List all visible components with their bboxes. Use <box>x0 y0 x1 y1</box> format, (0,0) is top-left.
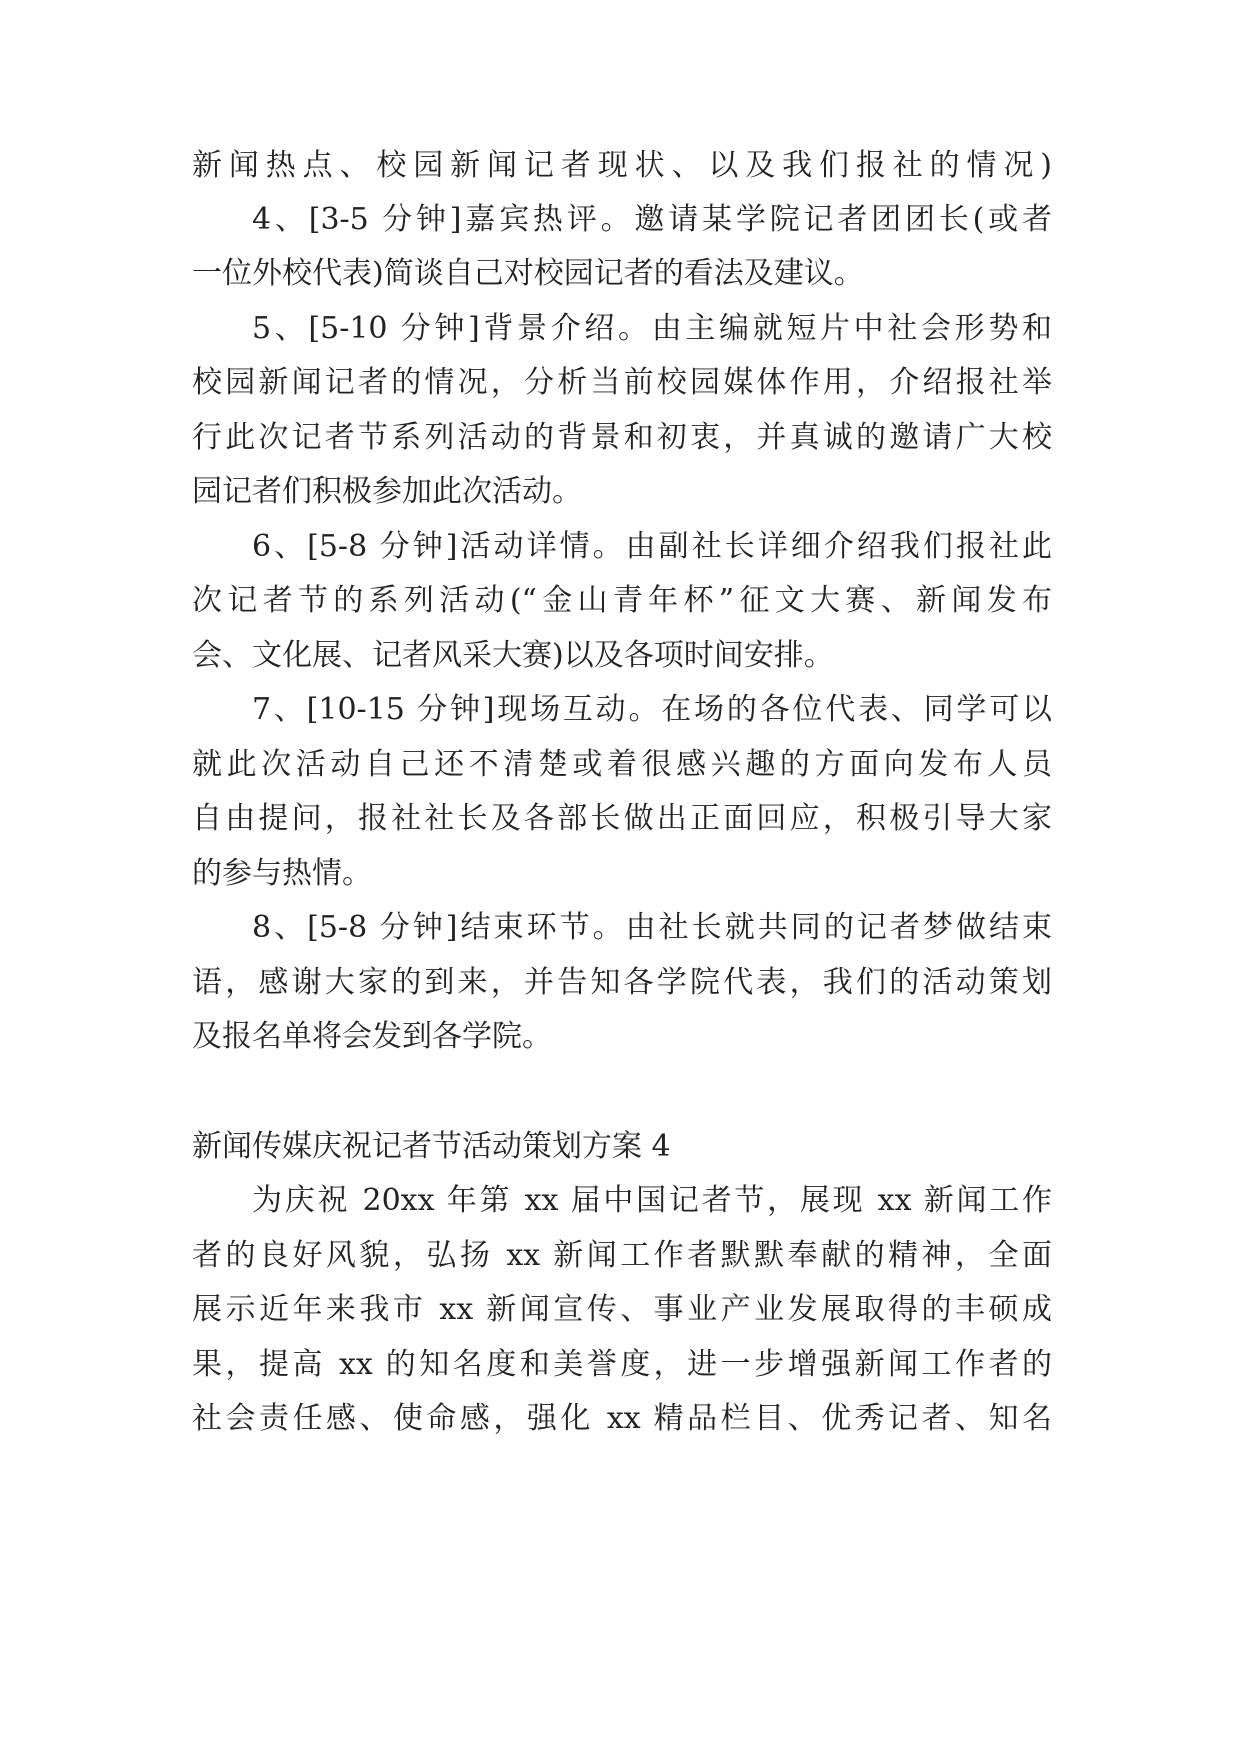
paragraph-line: 园记者们积极参加此次活动。 <box>192 474 582 509</box>
paragraph-line: 的参与热情。 <box>192 856 372 891</box>
paragraph-line: 语，感谢大家的到来，并告知各学院代表，我们的活动策划 <box>192 965 1052 1000</box>
paragraph-line: 社会责任感、使命感，强化 xx 精品栏目、优秀记者、知名 <box>192 1401 1052 1436</box>
paragraph-line: 次记者节的系列活动(“金山青年杯”征文大赛、新闻发布 <box>192 583 1052 618</box>
paragraph-line: 及报名单将会发到各学院。 <box>192 1019 552 1054</box>
paragraph-line: 自由提问，报社社长及各部长做出正面回应，积极引导大家 <box>192 801 1052 836</box>
paragraph-line: 展示近年来我市 xx 新闻宣传、事业产业发展取得的丰硕成 <box>192 1292 1052 1327</box>
paragraph-line: 7、[10-15 分钟]现场互动。在场的各位代表、同学可以 <box>252 692 1052 727</box>
paragraph-line: 4、[3-5 分钟]嘉宾热评。邀请某学院记者团团长(或者 <box>252 202 1052 237</box>
paragraph-line: 新闻热点、校园新闻记者现状、以及我们报社的情况) <box>192 148 1052 183</box>
section-title: 新闻传媒庆祝记者节活动策划方案 4 <box>192 1129 671 1164</box>
paragraph-line: 就此次活动自己还不清楚或着很感兴趣的方面向发布人员 <box>192 747 1052 782</box>
paragraph-line: 6、[5-8 分钟]活动详情。由副社长详细介绍我们报社此 <box>252 529 1052 564</box>
paragraph-line: 果，提高 xx 的知名度和美誉度，进一步增强新闻工作者的 <box>192 1347 1052 1382</box>
paragraph-line: 者的良好风貌，弘扬 xx 新闻工作者默默奉献的精神，全面 <box>192 1238 1052 1273</box>
paragraph-line: 5、[5-10 分钟]背景介绍。由主编就短片中社会形势和 <box>252 311 1052 346</box>
paragraph-line: 会、文化展、记者风采大赛)以及各项时间安排。 <box>192 638 834 673</box>
paragraph-line: 一位外校代表)简谈自己对校园记者的看法及建议。 <box>192 256 864 291</box>
paragraph-line: 为庆祝 20xx 年第 xx 届中国记者节，展现 xx 新闻工作 <box>252 1183 1052 1218</box>
paragraph-line: 行此次记者节系列活动的背景和初衷，并真诚的邀请广大校 <box>192 420 1052 455</box>
paragraph-line: 8、[5-8 分钟]结束环节。由社长就共同的记者梦做结束 <box>252 910 1052 945</box>
paragraph-line: 校园新闻记者的情况，分析当前校园媒体作用，介绍报社举 <box>192 365 1052 400</box>
